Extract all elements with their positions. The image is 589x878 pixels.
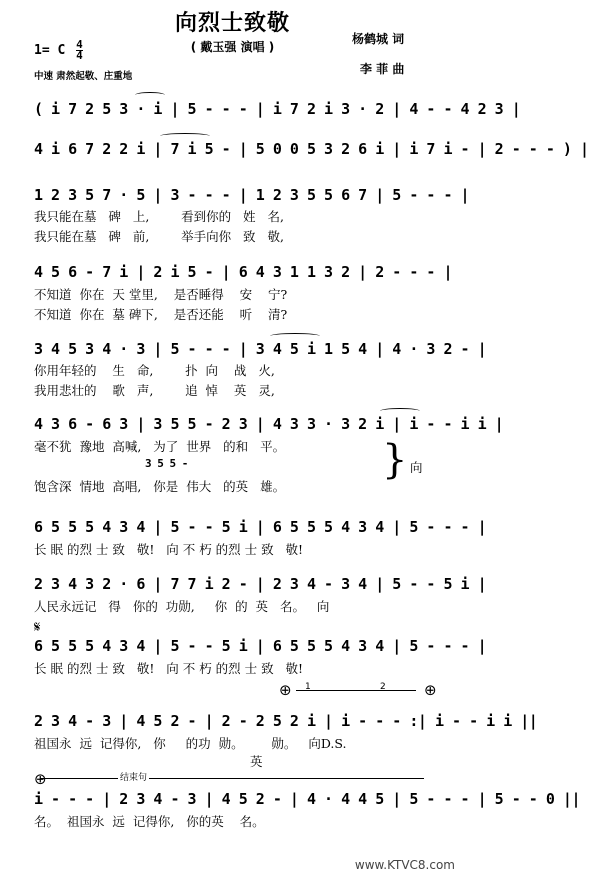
music-line-1: ( i 7 2 5 3 · i | 5 - - - | i 7 2 i 3 · 2 | 4 - - 4 2 3 | xyxy=(34,100,521,118)
lyric-line-4-verse-1: 不知道 你在 天 堂里, 是否睡得 安 宁? xyxy=(34,287,288,302)
coda-icon-end: ⊕ xyxy=(424,681,437,699)
brace-mark: } xyxy=(382,437,408,483)
music-line-8: 2 3 4 3 2 · 6 | 7 7 i 2 - | 2 3 4 - 3 4 | 5 - - 5 i | xyxy=(34,575,487,593)
tempo-marking: 中速 肃然起敬、庄重地 xyxy=(34,71,133,82)
lyric-line-3-verse-2: 我只能在墓 碑 前, 举手向你 致 敬, xyxy=(34,229,284,244)
music-line-2: 4 i 6 7 2 2 i | 7 i 5 - | 5 0 0 5 3 2 6 i | i 7 i - | 2 - - - ) | xyxy=(34,140,589,158)
time-signature xyxy=(76,40,83,61)
composer-credit: 李 菲 曲 xyxy=(360,62,405,76)
lyric-line-9: 长 眠 的烈 士 致 敬! 向 不 朽 的烈 士 致 敬! xyxy=(34,661,304,676)
watermark: www.KTVC8.com xyxy=(354,858,455,872)
lyric-line-5-verse-2: 我用悲壮的 歌 声, 追 悼 英 灵, xyxy=(34,383,275,398)
tie-mark xyxy=(380,408,420,414)
lyric-line-7: 长 眠 的烈 士 致 敬! 向 不 朽 的烈 士 致 敬! xyxy=(34,542,304,557)
volta-1-label: 1 xyxy=(305,682,311,692)
lyric-line-3-verse-1: 我只能在墓 碑 上, 看到你的 姓 名, xyxy=(34,209,284,224)
volta-2-label: 2 xyxy=(380,682,386,692)
key-text: 1= C xyxy=(34,43,66,58)
music-line-11: i - - - | 2 3 4 - 3 | 4 5 2 - | 4 · 4 4 5 | 5 - - - | 5 - - 0 || xyxy=(34,790,580,808)
music-line-4: 4 5 6 - 7 i | 2 i 5 - | 6 4 3 1 1 3 2 | 2 - - - | xyxy=(34,263,453,281)
lyric-line-6-verse-2: 饱含深 情地 高唱, 你是 伟大 的英 雄。 xyxy=(34,479,286,494)
lyric-line-8: 人民永远记 得 你的 功勋, 你 的 英 名。 向 xyxy=(34,599,330,614)
lyric-side-word: 向 xyxy=(410,460,423,475)
music-line-5: 3 4 5 3 4 · 3 | 5 - - - | 3 4 5 i 1 5 4 | 4 · 3 2 - | xyxy=(34,340,487,358)
volta-bracket xyxy=(296,690,416,691)
song-title: 向烈士致敬 xyxy=(174,11,290,36)
tie-mark xyxy=(270,333,320,339)
music-line-9: 6 5 5 5 4 3 4 | 5 - - 5 i | 6 5 5 5 4 3 4 | 5 - - - | xyxy=(34,637,487,655)
coda-icon-final: ⊕ xyxy=(34,770,47,788)
lyricist-credit: 杨鹤城 词 xyxy=(352,32,405,46)
performer-credit: ( 戴玉强 演唱 ) xyxy=(190,40,275,54)
lyric-extra-word: 英 xyxy=(250,754,263,769)
key-signature xyxy=(34,40,83,61)
time-signature-bottom: 4 xyxy=(76,49,83,62)
music-line-7: 6 5 5 5 4 3 4 | 5 - - 5 i | 6 5 5 5 4 3 4 | 5 - - - | xyxy=(34,518,487,536)
music-line-3: 1 2 3 5 7 · 5 | 3 - - - | 1 2 3 5 5 6 7 | 5 - - - | xyxy=(34,186,470,204)
music-line-10: 2 3 4 - 3 | 4 5 2 - | 2 - 2 5 2 i | i - - - :| i - - i i || xyxy=(34,712,538,730)
segno-icon: 𝄋 xyxy=(34,618,41,636)
lyric-line-5-verse-1: 你用年轻的 生 命, 扑 向 战 火, xyxy=(34,363,275,378)
lyric-line-11: 名。 祖国永 远 记得你, 你的英 名。 xyxy=(34,814,265,829)
ending-label: 结束句 xyxy=(118,770,149,783)
tie-mark xyxy=(160,133,210,139)
coda-icon: ⊕ xyxy=(279,681,292,699)
time-signature-top: 4 xyxy=(76,38,83,51)
alt-music-fragment: 3 5 5 - xyxy=(145,457,188,470)
tie-mark xyxy=(135,92,165,98)
lyric-line-4-verse-2: 不知道 你在 墓 碑下, 是否还能 听 清? xyxy=(34,307,288,322)
music-line-6: 4 3 6 - 6 3 | 3 5 5 - 2 3 | 4 3 3 · 3 2 i | i - - i i | xyxy=(34,415,504,433)
lyric-line-10: 祖国永 远 记得你, 你 的功 勋。 勋。 向D.S. xyxy=(34,736,347,751)
lyric-line-6-verse-1: 毫不犹 豫地 高喊, 为了 世界 的和 平。 xyxy=(34,439,286,454)
ending-bracket xyxy=(40,778,424,779)
